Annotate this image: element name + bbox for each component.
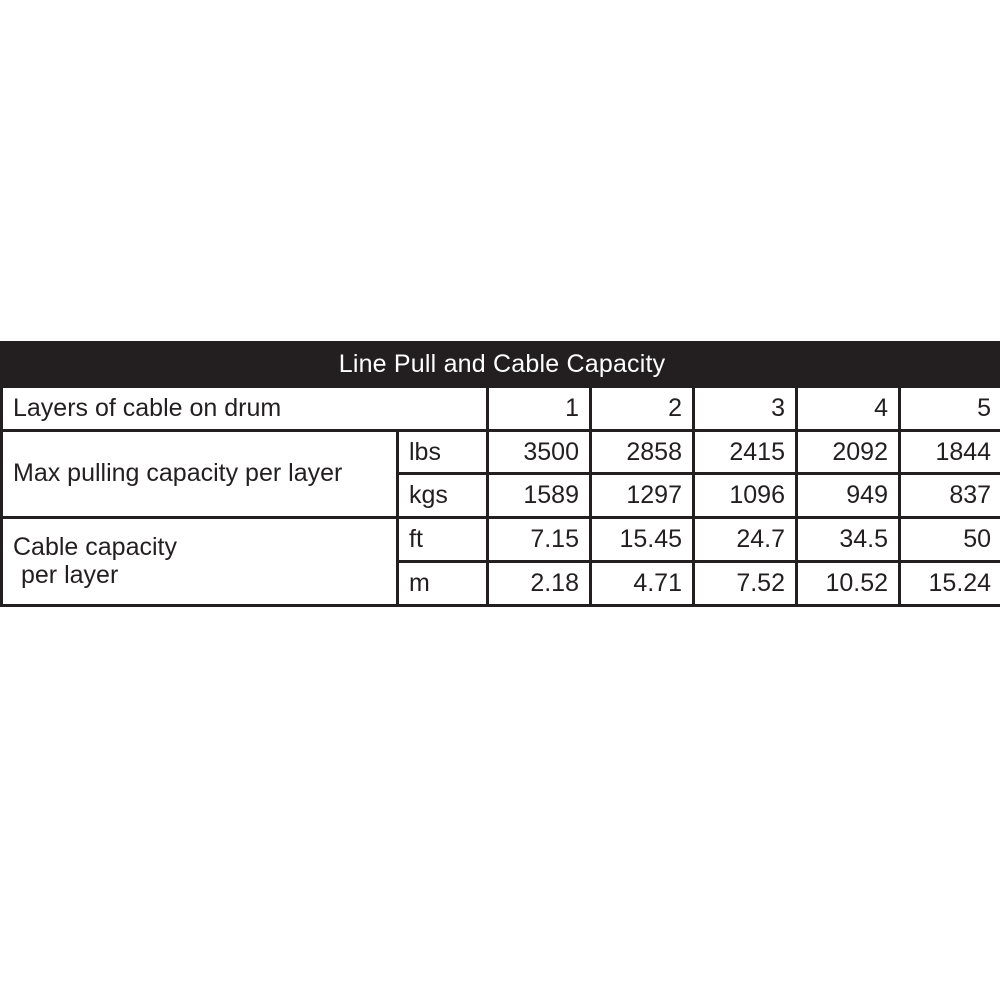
table-title-row: [2, 343, 1000, 387]
max-pull-kgs-layer-1: 1589: [488, 474, 591, 518]
cable-capacity-label: [2, 518, 398, 606]
cable-capacity-ft-layer-1: 7.15: [488, 518, 591, 562]
cable-capacity-m-layer-5: 15.24: [900, 561, 1000, 605]
cable-capacity-label-line2: per layer: [21, 561, 119, 590]
table-row: [2, 430, 1000, 474]
max-pulling-capacity-label: [2, 430, 398, 518]
cable-capacity-m-layer-3: 7.52: [694, 561, 797, 605]
unit-lbs: lbs: [398, 430, 488, 474]
cable-capacity-m-layer-1: 2.18: [488, 561, 591, 605]
max-pull-kgs-layer-4: 949: [797, 474, 900, 518]
unit-m: m: [398, 561, 488, 605]
cable-capacity-ft-layer-5: 50: [900, 518, 1000, 562]
layer-number-2: 2: [591, 386, 694, 430]
layer-number-4: 4: [797, 386, 900, 430]
max-pull-kgs-layer-2: 1297: [591, 474, 694, 518]
cable-capacity-m-layer-2: 4.71: [591, 561, 694, 605]
table-row: [2, 518, 1000, 562]
layer-number-3: 3: [694, 386, 797, 430]
cable-capacity-ft-layer-2: 15.45: [591, 518, 694, 562]
table-title: Line Pull and Cable Capacity: [2, 343, 1000, 387]
layer-number-1: 1: [488, 386, 591, 430]
cable-capacity-label-line1: Cable capacity: [13, 532, 177, 561]
max-pull-lbs-layer-2: 2858: [591, 430, 694, 474]
max-pull-lbs-layer-3: 2415: [694, 430, 797, 474]
cable-capacity-ft-layer-4: 34.5: [797, 518, 900, 562]
line-pull-cable-capacity-table: [0, 341, 1000, 607]
unit-kgs: kgs: [398, 474, 488, 518]
max-pull-kgs-layer-3: 1096: [694, 474, 797, 518]
layer-number-5: 5: [900, 386, 1000, 430]
layers-row-label: Layers of cable on drum: [2, 386, 488, 430]
max-pulling-capacity-label-line1: Max pulling capacity per: [13, 459, 282, 488]
max-pull-lbs-layer-1: 3500: [488, 430, 591, 474]
max-pulling-capacity-label-line2: layer: [288, 459, 343, 488]
max-pull-kgs-layer-5: 837: [900, 474, 1000, 518]
max-pull-lbs-layer-5: 1844: [900, 430, 1000, 474]
max-pull-lbs-layer-4: 2092: [797, 430, 900, 474]
cable-capacity-ft-layer-3: 24.7: [694, 518, 797, 562]
table-row: [2, 386, 1000, 430]
cable-capacity-m-layer-4: 10.52: [797, 561, 900, 605]
unit-ft: ft: [398, 518, 488, 562]
